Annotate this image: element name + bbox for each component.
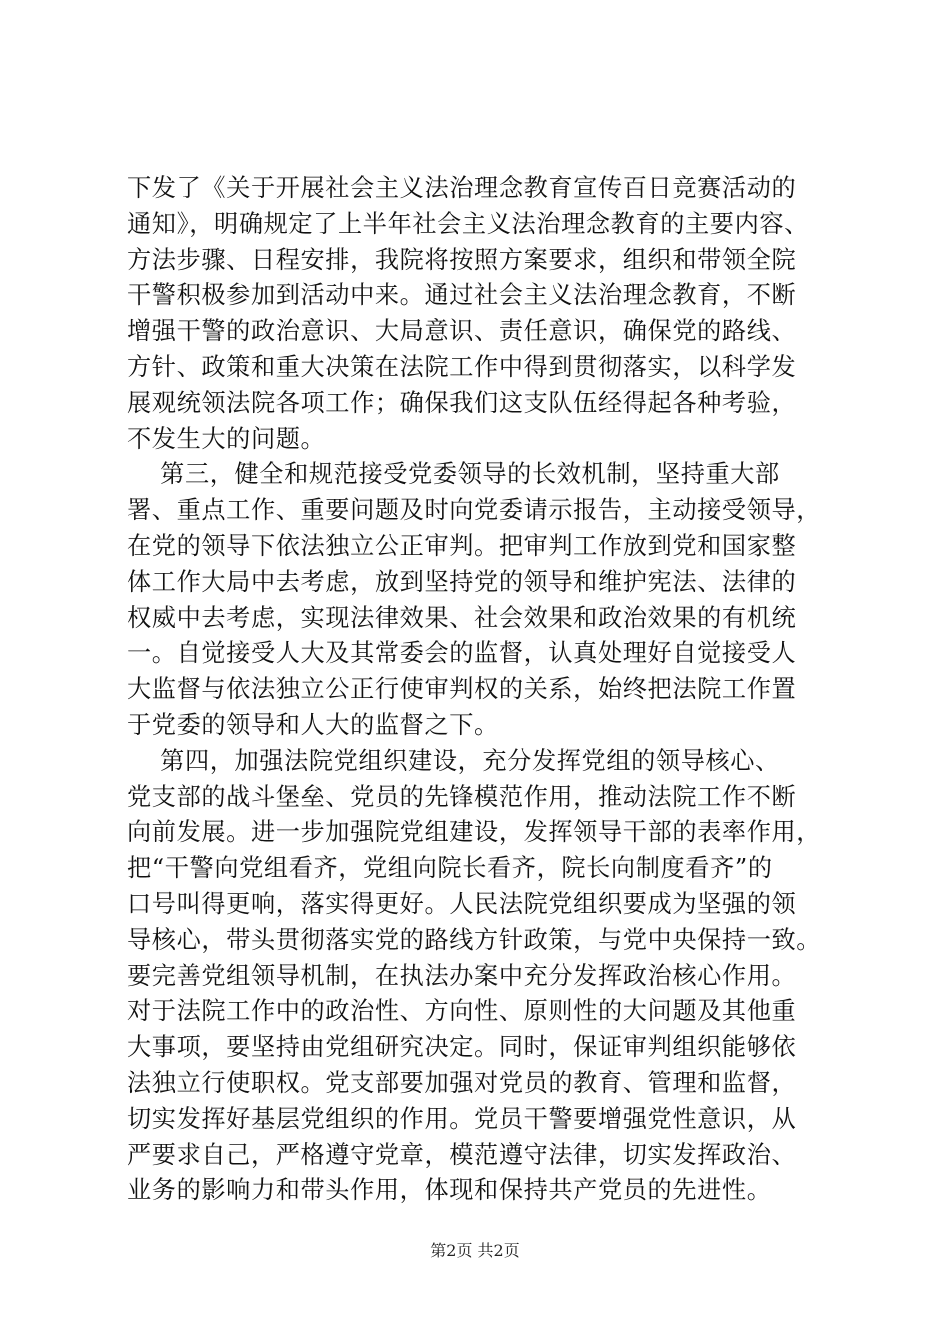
text-line: 要完善党组领导机制，在执法办案中充分发挥政治核心作用。: [127, 961, 797, 990]
text-line: 一。自觉接受人大及其常委会的监督，认真处理好自觉接受人: [127, 639, 797, 668]
text-line: 方针、政策和重大决策在法院工作中得到贯彻落实，以科学发: [127, 352, 797, 381]
text-line: 干警积极参加到活动中来。通过社会主义法治理念教育，不断: [127, 281, 797, 310]
text-line: 切实发挥好基层党组织的作用。党员干警要增强党性意识，从: [127, 1104, 797, 1133]
text-line: 向前发展。进一步加强院党组建设，发挥领导干部的表率作用，: [127, 818, 822, 847]
text-line: 口号叫得更响，落实得更好。人民法院党组织要成为坚强的领: [127, 889, 797, 918]
text-line: 通知》，明确规定了上半年社会主义法治理念教育的主要内容、: [127, 209, 809, 238]
text-line: 体工作大局中去考虑，放到坚持党的领导和维护宪法、法律的: [127, 567, 797, 596]
text-line: 下发了《关于开展社会主义法治理念教育宣传百日竞赛活动的: [127, 174, 797, 202]
text-line: 把“干警向党组看齐，党组向院长看齐，院长向制度看齐”的: [127, 854, 773, 883]
text-line: 严要求自己，严格遵守党章，模范遵守法律，切实发挥政治、: [127, 1140, 797, 1169]
text-line: 对于法院工作中的政治性、方向性、原则性的大问题及其他重: [127, 997, 797, 1026]
text-line: 业务的影响力和带头作用，体现和保持共产党员的先进性。: [127, 1176, 772, 1205]
text-line: 党支部的战斗堡垒、党员的先锋模范作用，推动法院工作不断: [127, 782, 797, 811]
text-line: 于党委的领导和人大的监督之下。: [127, 710, 499, 739]
text-line: 导核心，带头贯彻落实党的路线方针政策，与党中央保持一致。: [127, 925, 822, 954]
text-line: 权威中去考虑，实现法律效果、社会效果和政治效果的有机统: [127, 603, 797, 632]
text-line: 不发生大的问题。: [127, 424, 326, 453]
text-line: 增强干警的政治意识、大局意识、责任意识，确保党的路线、: [127, 317, 797, 346]
text-line: 第四，加强法院党组织建设，充分发挥党组的领导核心、: [127, 746, 780, 775]
text-line: 方法步骤、日程安排，我院将按照方案要求，组织和带领全院: [127, 245, 797, 274]
text-line: 署、重点工作、重要问题及时向党委请示报告，主动接受领导，: [127, 496, 822, 525]
text-line: 第三，健全和规范接受党委领导的长效机制，坚持重大部: [127, 460, 780, 489]
page-number-footer: 第2页 共2页: [430, 1241, 520, 1260]
text-line: 法独立行使职权。党支部要加强对党员的教育、管理和监督，: [127, 1068, 797, 1097]
text-line: 在党的领导下依法独立公正审判。把审判工作放到党和国家整: [127, 531, 797, 560]
document-body: [127, 171, 827, 1209]
text-line: 大监督与依法独立公正行使审判权的关系，始终把法院工作置: [127, 675, 797, 704]
text-line: 大事项，要坚持由党组研究决定。同时，保证审判组织能够依: [127, 1033, 797, 1062]
text-line: 展观统领法院各项工作；确保我们这支队伍经得起各种考验，: [127, 388, 797, 417]
